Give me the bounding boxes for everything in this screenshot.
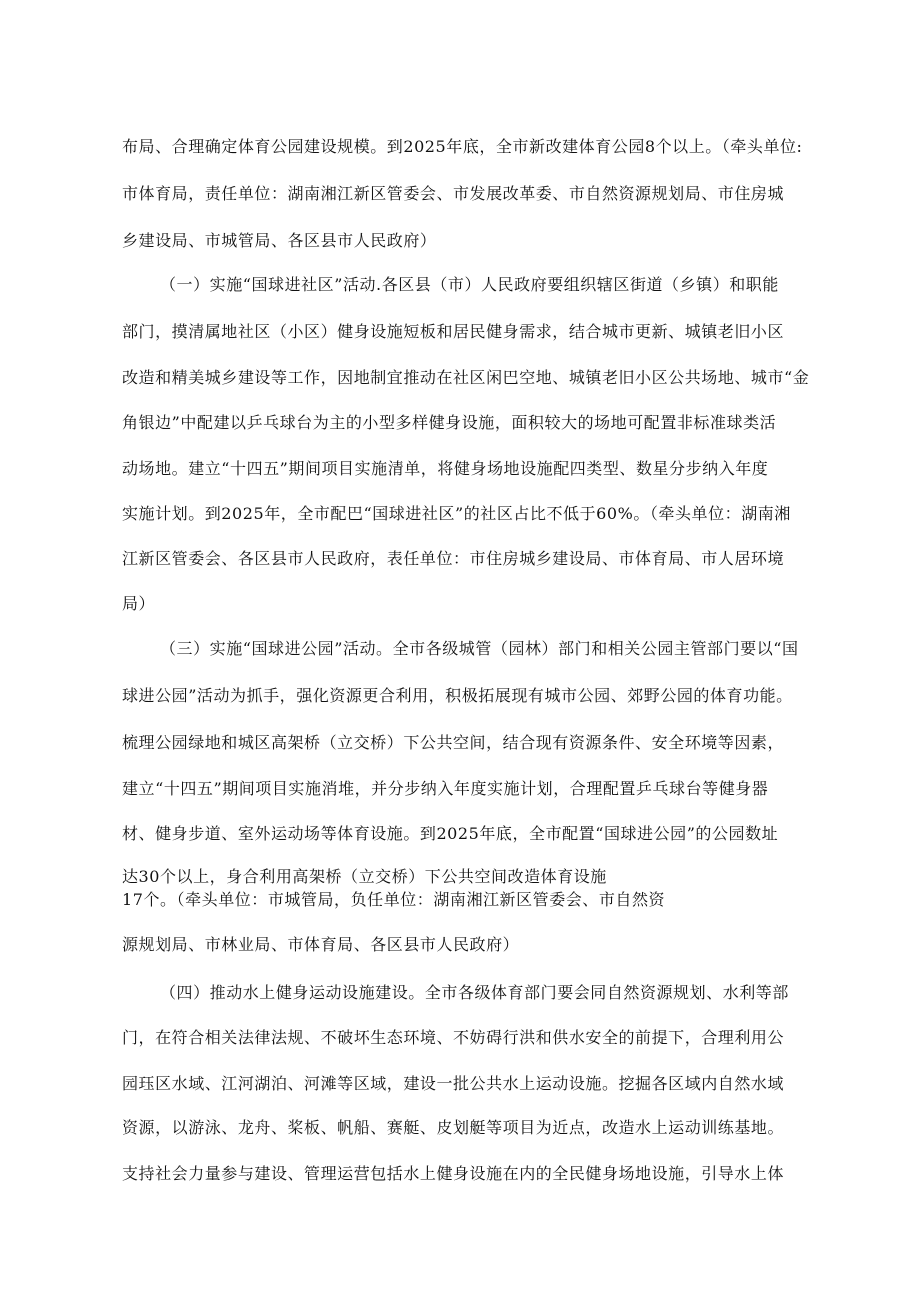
text-line: 角银边”中配建以乒乓球台为主的小型多样健身设施，面积较大的场地可配置非标准球类活 xyxy=(122,413,777,432)
text-line: 达30个以上，身合利用高架桥（立交桥）下公共空间改造体育设施 xyxy=(122,867,607,886)
text-line: （一）实施“国球进社区”活动.各区县（市）人民政府要组织辖区街道（乡镇）和职能 xyxy=(160,275,779,294)
text-line: 门，在符合相关法律法规、不破坏生态环境、不妨碍行洪和供水安全的前提下，合理利用公 xyxy=(122,1028,785,1047)
text-line: 建立“十四五”期间项目实施消堆，并分步纳入年度实施计划，合理配置乒乓球台等健身器 xyxy=(122,779,769,798)
text-line: 球进公园”活动为抓手，强化资源更合利用，积极拓展现有城市公园、郊野公园的体育功能。 xyxy=(122,686,793,705)
text-line: 实施计划。到2025年，全市配巴“国球进社区”的社区占比不低于60%。（牵头单位：湖南湘 xyxy=(122,504,791,523)
text-line: 局） xyxy=(122,594,156,613)
text-line: 动场地。建立“十四五”期间项目实施清单，将健身场地设施配四类型、数星分步纳入年度 xyxy=(122,459,769,478)
text-line: 部门，摸清属地社区（小区）健身设施短板和居民健身需求，结合城市更新、城镇老旧小区 xyxy=(122,322,785,341)
text-line: 江新区管委会、各区县市人民政府，表任单位：市住房城乡建设局、市体育局、市人居环境 xyxy=(122,549,785,568)
text-line: （四）推动水上健身运动设施建设。全市各级体育部门要会同自然资源规划、水利等部 xyxy=(160,983,789,1002)
text-line: （三）实施“国球进公园”活动。全市各级城管（园林）部门和相关公园主管部门要以“国 xyxy=(160,639,799,658)
text-line: 改造和精美城乡建设等工作，因地制宜推动在社区闲巴空地、城镇老旧小区公共场地、城市“金 xyxy=(122,368,810,387)
text-line: 布局、合理确定体育公园建设规模。到2025年底，全市新改建体育公园8个以上。（牵头单位: xyxy=(122,137,803,156)
text-line: 支持社会力量参与建设、管理运营包括水上健身设施在内的全民健身场地设施，引导水上体 xyxy=(122,1164,785,1183)
text-line: 园珏区水域、江河湖泊、河滩等区域，建设一批公共水上运动设施。挖掘各区域内自然水域 xyxy=(122,1074,785,1093)
text-line: 源规划局、市林业局、市体育局、各区县市人民政府） xyxy=(122,935,520,954)
text-line: 资源，以游泳、龙舟、桨板、帆船、赛艇、皮划艇等项目为近点，改造水上运动训练基地。 xyxy=(122,1118,785,1137)
text-line: 梳理公园绿地和城区高架桥（立交桥）下公共空间，结合现有资源条件、安全环境等因素， xyxy=(122,733,785,752)
text-line: 乡建设局、市城管局、各区县市人民政府） xyxy=(122,231,437,250)
text-line: 17个。（牵头单位：市城管局，负任单位：湖南湘江新区管委会、市自然资 xyxy=(122,890,666,909)
text-line: 市体育局，责任单位：湖南湘江新区管委会、市发展改革委、市自然资源规划局、市住房城 xyxy=(122,184,785,203)
text-line: 材、健身步道、室外运动场等体育设施。到2025年底，全市配置“国球进公园”的公园数址 xyxy=(122,824,779,843)
